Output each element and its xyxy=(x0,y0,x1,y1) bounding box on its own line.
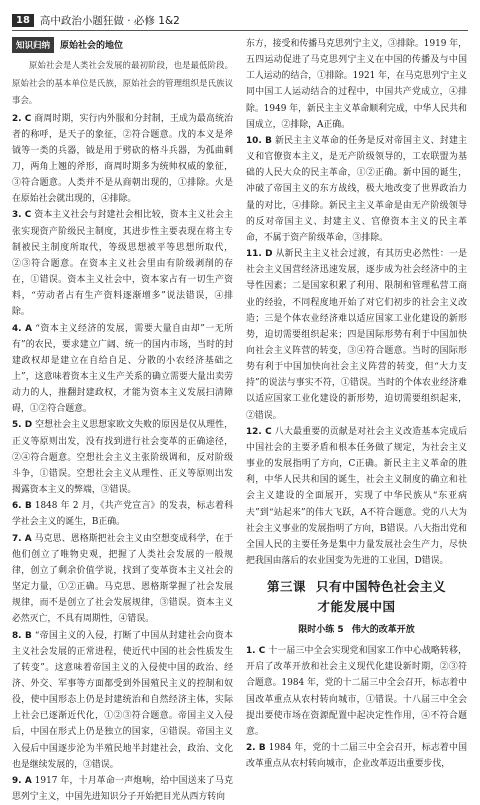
lesson-number: 第三课 xyxy=(266,579,306,595)
right-column xyxy=(246,36,467,772)
subsection-title: 伟大的改革开放 xyxy=(351,625,415,636)
knowledge-title: 原始社会的地位 xyxy=(60,41,124,51)
answer-item: 7. A 马克思、恩格斯把社会主义由空想变成科学，在于他们创立了唯物史观，把握了人类社会发展的一般规律，创立了剩余价值学说，找到了变革资本主义社会的坚定力量，①②正确。马克思、恩格斯掌握了社会发展规律，而不是创立了社会发展规律，③错误。资本主义必然灭亡，不具有周期性，④错误。 xyxy=(12,533,233,625)
answer-item: 2. B 1984 年，党的十二届三中全会召开，标志着中国改革重点从农村转向城市，企业改革迈出重要步伐， xyxy=(246,743,468,770)
knowledge-note: 原始社会是人类社会发展的最初阶段，也是最低阶段。原始社会的基本单位是氏族，原始社会的管理组织是氏族议事会。 xyxy=(12,60,233,105)
answer-item: 10. B 新民主主义革命的任务是反对帝国主义、封建主义和官僚资本主义，是无产阶级领导的，工农联盟为基础的人民大众的民主革命，①②正确。新中国的诞生，冲破了帝国主义的东方战线，极大地改变了世界政治力量的对比，④排除。新民主主义革命是由无产阶级领导的反对帝国主义、封建主义、官僚资本主义的民主革命，不属于资产阶级革命，③排除。 xyxy=(246,135,467,243)
lesson-heading xyxy=(246,577,467,617)
answer-item: 2. C 商周时期，实行内外服和分封制，王成为最高统治者的称呼，是天子的象征，②符合题意。戊的本义是斧钺等一类的兵器，钺是用于劈砍的格斗兵器，为孤曲刺刀，两角上翘的斧形，商周时期多为统帅权威的象征，③符合题意。人类并不是从商朝出现的，①排除。火是在原始社会就出现的，④排除。 xyxy=(12,113,234,205)
answer-item: 1. C 十一届三中全会实现党和国家工作中心战略转移，开启了改革开放和社会主义现代化建设新时期，②③符合题意。1984 年，党的十二届三中全会召开，标志着中国改革重点从农村转向城市，①错误。十八届三中全会提出要使市场在资源配置中起决定性作用，④不符合题意。 xyxy=(246,646,468,737)
answer-item-continued: 东方，接受和传播马克思列宁主义，③排除。1919 年，五四运动促进了马克思列宁主义在中国的传播及与中国工人运动的结合，①排除。1921 年，在马克思列宁主义同中国工人运动结合的过程中，中国共产党成立，④排除。1949 年，新民主主义革命顺利完成，中华人民共和国成立，②排除，A正确。 xyxy=(246,39,467,130)
answer-item: 11. D 从新民主主义社会过渡，有其历史必然性：一是社会主义国营经济迅速发展，逐步成为社会经济中的主导性因素；二是国家积累了利用、限制和管理私营工商业的经验，不同程度地开始了对它们初步的社会主义改造；三是个体农业经济难以适应国家工业化建设的新形势，迫切需要组织起来；四是国际形势有利于中国加快向社会主义阵营的转变，③④符合题意。当时的国际形势有利于中国加快向社会主义阵营的转变，但“大力支持”的说法与事实不符，①错误。当时的个体农业经济难以适应国家工业化建设的新形势，迫切需要组织起来，②错误。 xyxy=(246,249,467,421)
answer-item: 5. D 空想社会主义思想家欧文失败的原因是仅从理性，正义等原则出发，没有找到进行社会变革的正确途径，②④符合题意。空想社会主义主张阶级调和，反对阶级斗争，①错误。空想社会主义从理性、正义等原则出发揭露资本主义的弊端，③错误。 xyxy=(12,420,233,496)
knowledge-tag: 知识归纳 xyxy=(12,37,54,53)
subsection-label: 限时小练 5 xyxy=(298,625,344,636)
subsection-heading xyxy=(246,621,467,639)
left-column xyxy=(12,36,233,805)
book-title: 高中政治小题狂做 · 必修 1&2 xyxy=(39,14,180,27)
answer-item: 9. A 1917 年，十月革命一声炮响，给中国送来了马克思列宁主义，中国先进知识分子开始把目光从西方转向 xyxy=(12,775,233,803)
answer-item: 6. B 1848 年 2 月，《共产党宣言》的发表，标志着科学社会主义的诞生，B正确。 xyxy=(12,501,234,528)
answer-item: 8. B “帝国主义的入侵，打断了中国从封建社会向资本主义社会发展的正常进程，使近代中国的社会性质发生了转变”。这意味着帝国主义的入侵使中国的政治、经济、外交、军事等方面都受到外国殖民主义的控制和奴役，使中国形态上仍是封建统治和自然经济主体，实际上社会已逐渐近代化，①②③符合题意。帝国主义入侵后，中国在形式上仍是独立的国家，④错误。帝国主义入侵后中国逐步沦为半殖民地半封建社会，政治、文化也是继续发展的，③错误。 xyxy=(12,630,233,770)
page-header xyxy=(12,10,468,31)
page-number: 18 xyxy=(12,14,34,27)
lesson-title: 只有中国特色社会主义 xyxy=(316,579,447,595)
answer-item: 4. A “资本主义经济的发展，需要大量自由却”一无所有”的农民，要求建立广阔、统一的国内市场，当时的封建政权却是建立在自给自足、分散的小农经济基础之上”，这意味着资本主义生产关系的确立需要大量出卖劳动力的人，推翻封建政权，才能为资本主义发展扫清障碍，①②符合题意。 xyxy=(12,323,233,415)
knowledge-box-header xyxy=(12,36,233,53)
answer-item: 3. C 资本主义社会与封建社会相比较，资本主义社会主张实现资产阶级民主制度，其进步性主要表现在将主专制被民主制度所取代，等级思想被平等思想所取代，②③符合题意。在资本主义社会里由有阶级剥削的存在，①错误。资本主义社会中，资本家占有一切生产资料，“劳动者占有生产资料逐渐增多”说法错误，④排除。 xyxy=(12,210,234,318)
lesson-title-line2: 才能发展中国 xyxy=(317,599,396,615)
answer-item: 12. C 八大最重要的贡献是对社会主义改造基本完成后中国社会的主要矛盾和根本任务做了规定，为社会主义事业的发展指明了方向，C正确。新民主主义革命的胜利，中华人民共和国的诞生，社会主义制度的确立和社会主义建设的全面展开，实现了中华民族从“东亚病夫”到“站起来”的伟大飞跃，A不符合题意。党的八大为社会主义事业的发展指明了方向，B错误。八大指出党和全国人民的主要任务是集中力量发展社会生产力，尽快把我国由落后的农业国变为先进的工业国，D错误。 xyxy=(246,426,468,566)
